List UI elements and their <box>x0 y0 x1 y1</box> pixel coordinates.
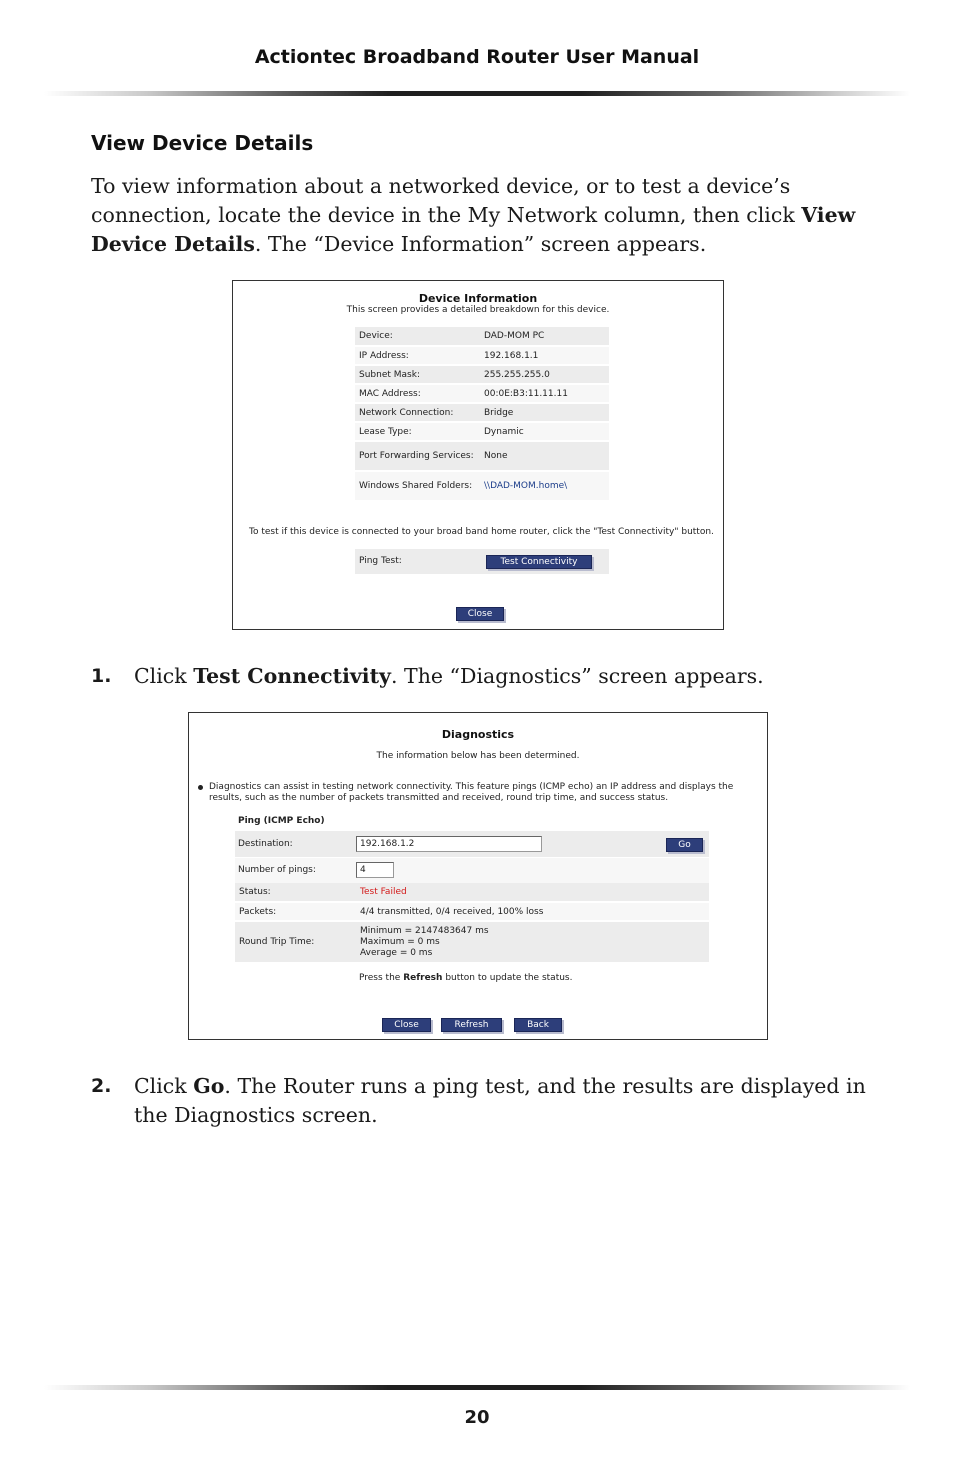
num-pings-label: Number of pings: <box>238 865 316 875</box>
table-row: Device: DAD-MOM PC <box>355 327 609 346</box>
ping-results-table <box>235 883 709 964</box>
mac-address-value: 00:0E:B3:11.11.11 <box>480 384 609 403</box>
table-row: Round Trip Time: Minimum = 2147483647 ms Maximum = 0 ms Average = 0 ms <box>235 921 709 963</box>
destination-input[interactable]: 192.168.1.2 <box>356 836 542 852</box>
step-number: 1. <box>91 665 112 687</box>
destination-label: Destination: <box>238 839 293 849</box>
table-row: Port Forwarding Services: None <box>355 441 609 471</box>
go-button[interactable]: Go <box>666 838 703 852</box>
step-number: 2. <box>91 1075 112 1097</box>
footer-rule <box>44 1385 910 1390</box>
section-title: View Device Details <box>91 131 314 155</box>
diagnostics-title: Diagnostics <box>441 728 515 741</box>
back-button[interactable]: Back <box>514 1018 562 1032</box>
running-header: Actiontec Broadband Router User Manual <box>254 46 700 68</box>
step-text: Click Go. The Router runs a ping test, and the results are displayed in the Diagnostics screen. <box>134 1074 866 1127</box>
test-connectivity-note: To test if this device is connected to your broad band home router, click the "Test Connectivity" button. <box>249 527 714 537</box>
network-connection-value: Bridge <box>480 403 609 422</box>
packets-value: 4/4 transmitted, 0/4 received, 100% loss <box>356 902 709 921</box>
refresh-note: Press the Refresh button to update the status. <box>359 973 573 983</box>
port-forwarding-value: None <box>480 441 609 471</box>
device-details-table <box>355 327 609 502</box>
ping-heading: Ping (ICMP Echo) <box>238 816 325 826</box>
status-value: Test Failed <box>356 883 709 902</box>
close-button[interactable]: Close <box>382 1018 431 1032</box>
header-rule <box>44 91 910 96</box>
shared-folders-link[interactable]: \\DAD-MOM.home\ <box>480 471 609 501</box>
table-row: Network Connection: Bridge <box>355 403 609 422</box>
close-button[interactable]: Close <box>456 607 504 621</box>
table-row: Packets: 4/4 transmitted, 0/4 received, 100% loss <box>235 902 709 921</box>
device-name-value: DAD-MOM PC <box>480 327 609 346</box>
device-info-subtitle: This screen provides a detailed breakdown for this device. <box>346 305 610 315</box>
page-number: 20 <box>464 1407 490 1428</box>
table-row: IP Address: 192.168.1.1 <box>355 346 609 365</box>
ping-test-label: Ping Test: <box>359 556 402 566</box>
table-row: MAC Address: 00:0E:B3:11.11.11 <box>355 384 609 403</box>
diagnostics-description: Diagnostics can assist in testing network connectivity. This feature pings (ICMP echo) an IP address and displays the results, such as the number of packets transmitted and received, round trip time, and success status. <box>209 782 734 803</box>
round-trip-values: Minimum = 2147483647 ms Maximum = 0 ms Average = 0 ms <box>356 921 709 963</box>
ip-address-value: 192.168.1.1 <box>480 346 609 365</box>
device-information-screenshot <box>232 280 724 630</box>
bullet-icon <box>198 785 203 790</box>
table-row: Status: Test Failed <box>235 883 709 902</box>
device-info-title: Device Information <box>418 292 538 305</box>
diagnostics-subtitle: The information below has been determined. <box>376 751 580 761</box>
step-text: Click Test Connectivity. The “Diagnostics” screen appears. <box>134 664 764 688</box>
table-row: Windows Shared Folders: \\DAD-MOM.home\ <box>355 471 609 501</box>
diagnostics-screenshot <box>188 712 768 1040</box>
num-pings-row <box>235 858 709 883</box>
table-row: Subnet Mask: 255.255.255.0 <box>355 365 609 384</box>
num-pings-input[interactable]: 4 <box>356 862 394 878</box>
subnet-mask-value: 255.255.255.0 <box>480 365 609 384</box>
lease-type-value: Dynamic <box>480 422 609 441</box>
refresh-button[interactable]: Refresh <box>441 1018 502 1032</box>
table-row: Lease Type: Dynamic <box>355 422 609 441</box>
test-connectivity-button[interactable]: Test Connectivity <box>486 555 592 569</box>
intro-paragraph: To view information about a networked device, or to test a device’s connection, locate the device in the My Network column, then click View Device Details. The “Device Information” screen appears. <box>91 174 856 256</box>
